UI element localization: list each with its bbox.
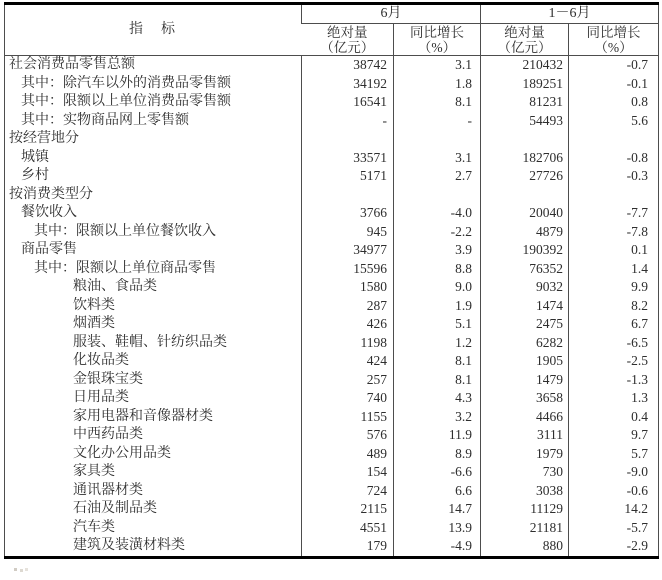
table-row (5, 130, 659, 149)
table-row (5, 278, 659, 297)
june-yoy-cell: 8.1 (394, 371, 481, 390)
table-body (5, 56, 659, 558)
jan-june-yoy-cell: 0.1 (569, 241, 659, 260)
yoy-label: 同比增长 (410, 24, 464, 40)
jan-june-yoy-cell: -7.8 (569, 223, 659, 242)
jan-june-yoy-cell: 5.7 (569, 445, 659, 464)
june-yoy-cell (394, 186, 481, 205)
table-row (5, 352, 659, 371)
jan-june-yoy-cell: 9.7 (569, 426, 659, 445)
jan-june-absolute-cell: 81231 (481, 93, 569, 112)
june-yoy-cell: 4.3 (394, 389, 481, 408)
absolute-label: 绝对量 (327, 24, 368, 40)
jan-june-absolute-cell: 76352 (481, 260, 569, 279)
june-absolute-cell: 426 (302, 315, 394, 334)
jan-june-absolute-cell: 27726 (481, 167, 569, 186)
june-absolute-cell: 34192 (302, 75, 394, 94)
jan-june-yoy-cell: -9.0 (569, 463, 659, 482)
table-row (5, 167, 659, 186)
jan-june-yoy-header (569, 24, 659, 56)
june-yoy-cell: 3.1 (394, 149, 481, 168)
jan-june-yoy-cell: 5.6 (569, 112, 659, 131)
indicator-cell: 餐饮收入 (21, 205, 77, 221)
indicator-cell: 按经营地分 (9, 131, 79, 147)
june-absolute-cell: 15596 (302, 260, 394, 279)
table-row (5, 149, 659, 168)
jan-june-yoy-cell: -2.9 (569, 537, 659, 557)
june-absolute-cell: 2115 (302, 500, 394, 519)
table-row (5, 297, 659, 316)
yoy-label: 同比增长 (586, 24, 641, 40)
indicator-cell: 通讯器材类 (73, 482, 143, 498)
jan-june-absolute-cell: 730 (481, 463, 569, 482)
june-absolute-cell: 33571 (302, 149, 394, 168)
june-yoy-cell: 11.9 (394, 426, 481, 445)
jan-june-absolute-cell: 3111 (481, 426, 569, 445)
indicator-column-header: 指 标 (5, 4, 302, 56)
june-yoy-cell: 2.7 (394, 167, 481, 186)
june-absolute-cell: 16541 (302, 93, 394, 112)
indicator-cell: 其中：限额以上单位消费品零售额 (21, 94, 231, 110)
jan-june-yoy-cell: -0.3 (569, 167, 659, 186)
jan-june-yoy-cell: -7.7 (569, 204, 659, 223)
table-row (5, 537, 659, 557)
table-header (5, 4, 659, 56)
table-row (5, 241, 659, 260)
jan-june-yoy-cell: -6.5 (569, 334, 659, 353)
june-absolute-cell: 1198 (302, 334, 394, 353)
june-yoy-cell: 8.9 (394, 445, 481, 464)
june-yoy-cell: -4.9 (394, 537, 481, 557)
table-row (5, 334, 659, 353)
table-row (5, 482, 659, 501)
jan-june-absolute-cell: 21181 (481, 519, 569, 538)
june-yoy-cell: - (394, 112, 481, 131)
jan-june-absolute-cell: 6282 (481, 334, 569, 353)
table-row (5, 186, 659, 205)
june-yoy-cell: 3.1 (394, 56, 481, 75)
jan-june-absolute-cell: 880 (481, 537, 569, 557)
jan-june-yoy-cell: 14.2 (569, 500, 659, 519)
jan-june-absolute-cell: 1479 (481, 371, 569, 390)
june-yoy-cell: -6.6 (394, 463, 481, 482)
jan-june-yoy-cell: 9.9 (569, 278, 659, 297)
indicator-cell: 日用品类 (73, 390, 129, 406)
yoy-unit: （%） (594, 39, 633, 55)
table-row (5, 519, 659, 538)
indicator-cell: 乡村 (21, 168, 49, 184)
retail-sales-statistics-table (4, 2, 659, 559)
june-absolute-cell (302, 186, 394, 205)
june-yoy-cell: 9.0 (394, 278, 481, 297)
jan-june-absolute-cell: 20040 (481, 204, 569, 223)
indicator-cell: 其中：除汽车以外的消费品零售额 (21, 75, 231, 91)
table-row (5, 315, 659, 334)
june-absolute-cell: 740 (302, 389, 394, 408)
jan-june-yoy-cell: -0.1 (569, 75, 659, 94)
june-absolute-cell: 5171 (302, 167, 394, 186)
indicator-cell: 文化办公用品类 (73, 445, 171, 461)
jan-june-yoy-cell: -0.8 (569, 149, 659, 168)
absolute-unit: （亿元） (320, 39, 375, 55)
indicator-cell: 饮料类 (73, 297, 115, 313)
june-absolute-cell: 489 (302, 445, 394, 464)
jan-june-yoy-cell: -0.6 (569, 482, 659, 501)
indicator-cell: 其中：实物商品网上零售额 (21, 112, 189, 128)
june-absolute-cell: 945 (302, 223, 394, 242)
june-absolute-cell: 287 (302, 297, 394, 316)
indicator-cell: 金银珠宝类 (73, 371, 143, 387)
june-absolute-cell: 424 (302, 352, 394, 371)
indicator-cell: 家用电器和音像器材类 (73, 408, 213, 424)
jan-june-yoy-cell: -1.3 (569, 371, 659, 390)
jan-june-absolute-cell: 11129 (481, 500, 569, 519)
june-absolute-cell (302, 130, 394, 149)
jan-june-yoy-cell: -5.7 (569, 519, 659, 538)
jan-june-absolute-cell: 3038 (481, 482, 569, 501)
june-group-header: 6月 (302, 4, 481, 24)
june-yoy-cell: 8.1 (394, 93, 481, 112)
indicator-cell: 粮油、食品类 (73, 279, 157, 295)
june-yoy-cell: 13.9 (394, 519, 481, 538)
indicator-cell: 石油及制品类 (73, 501, 157, 517)
jan-june-absolute-cell: 4879 (481, 223, 569, 242)
june-yoy-header (394, 24, 481, 56)
june-absolute-cell: 4551 (302, 519, 394, 538)
jan-june-absolute-cell: 9032 (481, 278, 569, 297)
june-yoy-cell: -4.0 (394, 204, 481, 223)
june-absolute-cell: 3766 (302, 204, 394, 223)
june-yoy-cell: 3.9 (394, 241, 481, 260)
indicator-cell: 服装、鞋帽、针纺织品类 (73, 334, 227, 350)
june-absolute-cell: 34977 (302, 241, 394, 260)
table-row (5, 204, 659, 223)
table-row (5, 112, 659, 131)
june-absolute-cell: 38742 (302, 56, 394, 75)
table-row (5, 445, 659, 464)
jan-june-absolute-cell: 54493 (481, 112, 569, 131)
june-absolute-header (302, 24, 394, 56)
june-yoy-cell: 14.7 (394, 500, 481, 519)
group-header-row (5, 4, 659, 24)
jan-june-yoy-cell (569, 130, 659, 149)
june-absolute-cell: 257 (302, 371, 394, 390)
footnote-artifact (14, 568, 30, 573)
jan-june-absolute-cell: 2475 (481, 315, 569, 334)
june-absolute-cell: 576 (302, 426, 394, 445)
jan-june-absolute-cell (481, 186, 569, 205)
jan-june-absolute-cell: 190392 (481, 241, 569, 260)
table-row (5, 408, 659, 427)
jan-june-absolute-cell: 1905 (481, 352, 569, 371)
jan-june-absolute-header (481, 24, 569, 56)
jan-june-yoy-cell: 0.8 (569, 93, 659, 112)
jan-june-absolute-cell: 1474 (481, 297, 569, 316)
jan-june-absolute-cell: 189251 (481, 75, 569, 94)
june-absolute-cell: 1155 (302, 408, 394, 427)
jan-june-yoy-cell: 1.4 (569, 260, 659, 279)
table-row (5, 56, 659, 75)
jan-june-yoy-cell: 6.7 (569, 315, 659, 334)
indicator-cell: 商品零售 (21, 242, 77, 258)
jan-june-absolute-cell: 210432 (481, 56, 569, 75)
june-absolute-cell: 154 (302, 463, 394, 482)
june-yoy-cell: 1.2 (394, 334, 481, 353)
jan-june-absolute-cell: 4466 (481, 408, 569, 427)
jan-june-yoy-cell: -2.5 (569, 352, 659, 371)
jan-june-absolute-cell: 182706 (481, 149, 569, 168)
table-row (5, 223, 659, 242)
table-row (5, 500, 659, 519)
june-absolute-cell: 724 (302, 482, 394, 501)
jan-june-yoy-cell (569, 186, 659, 205)
table-row (5, 371, 659, 390)
table-row (5, 75, 659, 94)
table-row (5, 260, 659, 279)
june-yoy-cell: 3.2 (394, 408, 481, 427)
jan-to-june-group-header: 1－6月 (481, 4, 659, 24)
indicator-cell: 建筑及装潢材料类 (73, 538, 185, 554)
absolute-unit: （亿元） (497, 39, 552, 55)
jan-june-yoy-cell: 8.2 (569, 297, 659, 316)
indicator-cell: 中西药品类 (73, 427, 143, 443)
june-yoy-cell: 1.8 (394, 75, 481, 94)
indicator-cell: 其中：限额以上单位商品零售 (34, 260, 216, 276)
indicator-cell: 其中：限额以上单位餐饮收入 (34, 223, 216, 239)
table-row (5, 389, 659, 408)
indicator-cell: 家具类 (73, 464, 115, 480)
indicator-cell: 城镇 (21, 149, 49, 165)
table-row (5, 426, 659, 445)
june-yoy-cell: 1.9 (394, 297, 481, 316)
jan-june-absolute-cell: 3658 (481, 389, 569, 408)
june-yoy-cell: 6.6 (394, 482, 481, 501)
june-absolute-cell: - (302, 112, 394, 131)
june-yoy-cell: 8.8 (394, 260, 481, 279)
indicator-cell: 化妆品类 (73, 353, 129, 369)
june-yoy-cell: 8.1 (394, 352, 481, 371)
june-absolute-cell: 179 (302, 537, 394, 557)
indicator-cell: 按消费类型分 (9, 186, 93, 202)
june-yoy-cell (394, 130, 481, 149)
indicator-cell: 社会消费品零售总额 (9, 57, 135, 73)
absolute-label: 绝对量 (504, 24, 545, 40)
jan-june-yoy-cell: 1.3 (569, 389, 659, 408)
jan-june-absolute-cell (481, 130, 569, 149)
june-yoy-cell: 5.1 (394, 315, 481, 334)
indicator-cell: 烟酒类 (73, 316, 115, 332)
jan-june-yoy-cell: -0.7 (569, 56, 659, 75)
table-row (5, 93, 659, 112)
jan-june-absolute-cell: 1979 (481, 445, 569, 464)
june-yoy-cell: -2.2 (394, 223, 481, 242)
june-absolute-cell: 1580 (302, 278, 394, 297)
table-row (5, 463, 659, 482)
indicator-cell: 汽车类 (73, 519, 115, 535)
jan-june-yoy-cell: 0.4 (569, 408, 659, 427)
yoy-unit: （%） (417, 39, 457, 55)
